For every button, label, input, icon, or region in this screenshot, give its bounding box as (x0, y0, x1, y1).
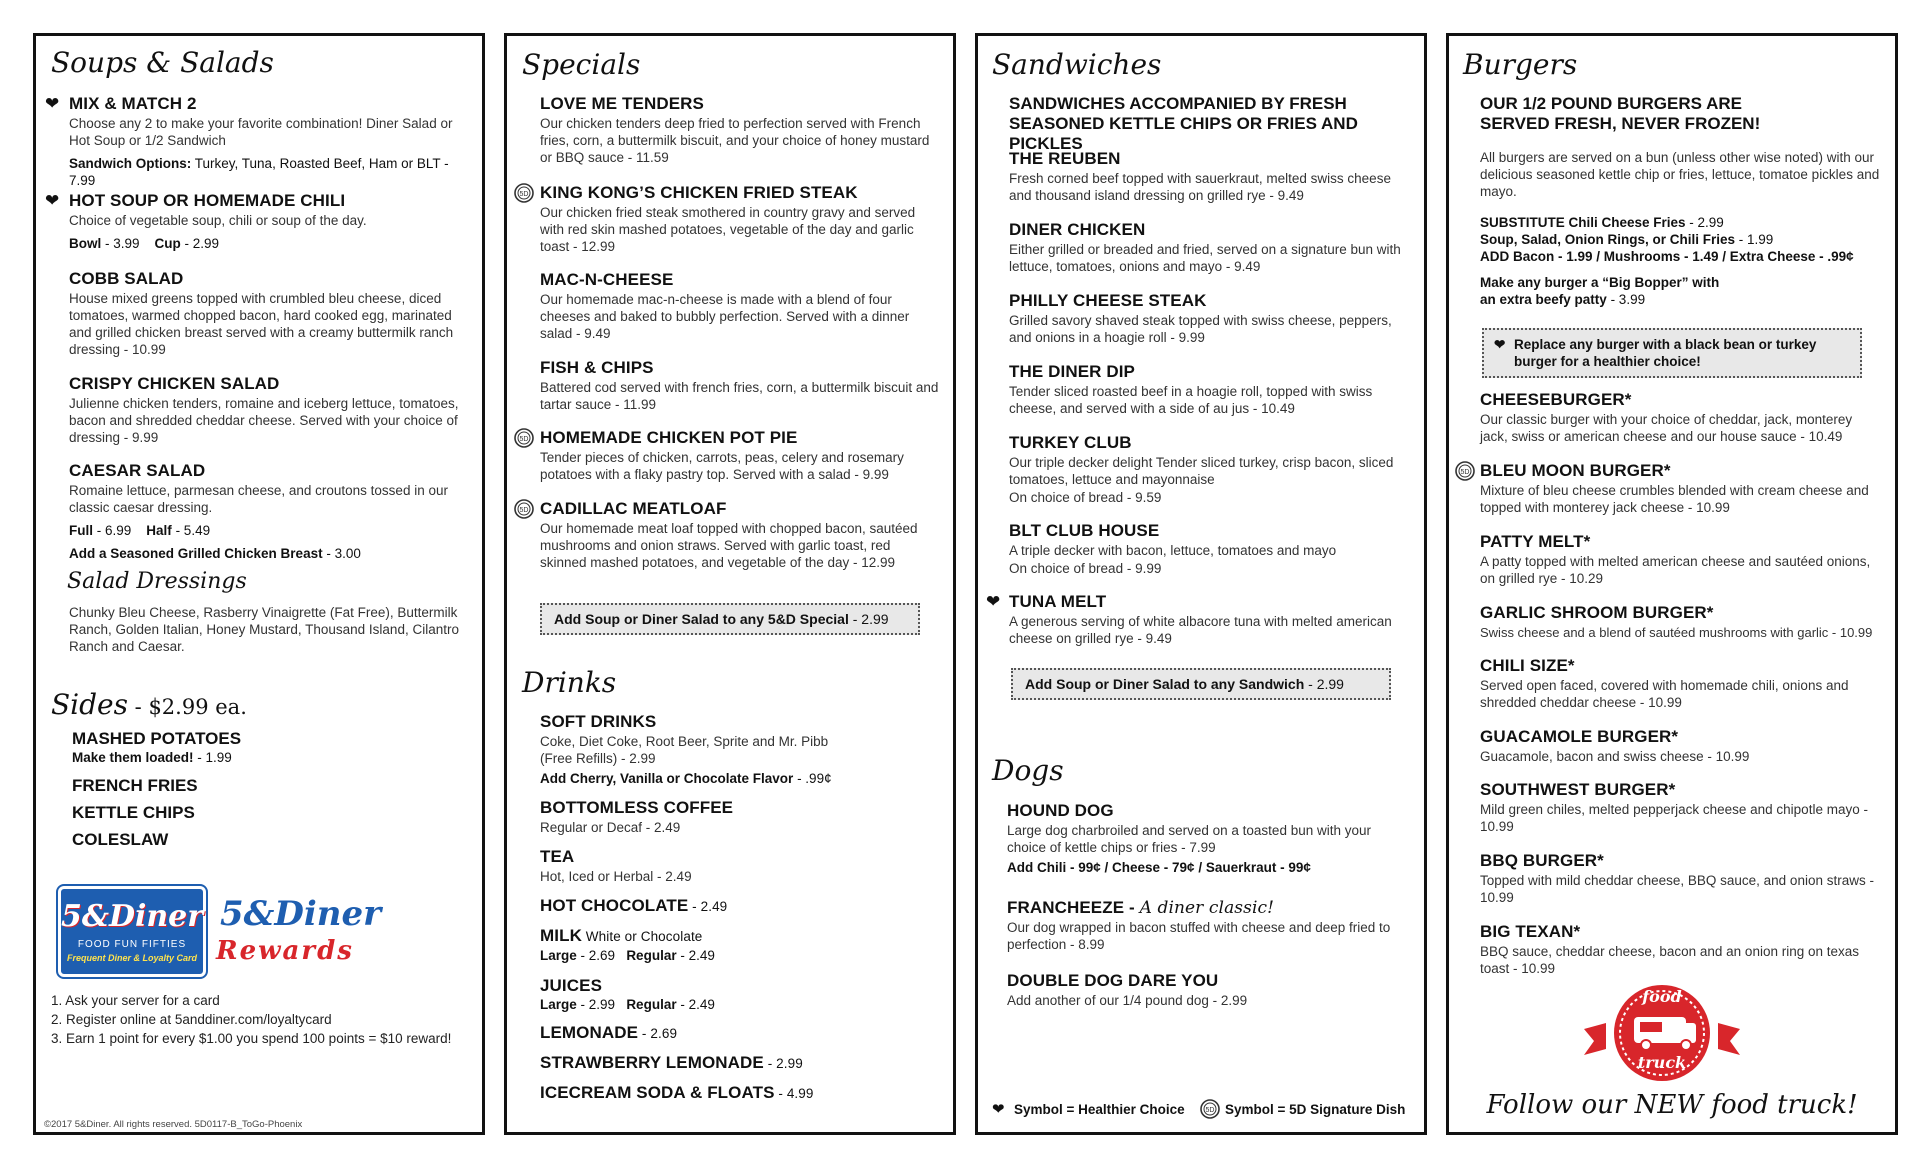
truck-word-truck: truck (1637, 1053, 1687, 1072)
svg-text:5D: 5D (1205, 1107, 1215, 1114)
sandwiches-intro: SANDWICHES ACCOMPANIED BY FRESH SEASONED KETTLE CHIPS OR FRIES AND PICKLES (1009, 94, 1358, 153)
dressings-list: Chunky Bleu Cheese, Rasberry Vinaigrette (Fat Free), Buttermilk Ranch, Golden Italian, Honey Mustard, Thousand Island, Cilantro Ranch and Caesar. (69, 605, 459, 654)
item-name: BIG TEXAN* (1480, 922, 1581, 941)
item-desc: A patty topped with melted american cheese and sautéed onions, on grilled rye - 10.29 (1480, 554, 1871, 586)
item-options: Add Chili - 99¢ / Cheese - 79¢ / Sauerkraut - 99¢ (1007, 860, 1311, 875)
item-name: HOT SOUP OR HOMEMADE CHILI (69, 191, 346, 210)
menu-item-garlic-shroom (1480, 603, 1880, 641)
menu-item-reuben (1009, 149, 1409, 204)
item-desc: Our dog wrapped in bacon stuffed with cheese and deep fried to perfection - 8.99 (1007, 920, 1391, 952)
card-tag: FOOD FUN FIFTIES (77, 939, 187, 950)
menu-item-mix-match (69, 94, 469, 189)
item-desc: Our homemade mac-n-cheese is made with a blend of four cheeses and baked to bubbly perfection. Served with a dinner salad - 9.49 (540, 292, 910, 341)
item-name: PHILLY CHEESE STEAK (1009, 291, 1207, 310)
item-name: JUICES (540, 976, 603, 995)
item-desc: Romaine lettuce, parmesan cheese, and croutons tossed in our classic caesar dressing. (69, 483, 448, 515)
burgers-note: All burgers are served on a bun (unless other wise noted) with our delicious seasoned kettle chip or fries, lettuce, tomatoe pickles and mayo. (1480, 150, 1880, 199)
add-soup-special-box: Add Soup or Diner Salad to any 5&D Special - 2.99 (540, 603, 920, 635)
follow-food-truck: Follow our NEW food truck! (1486, 1090, 1858, 1120)
menu-item-crispy-chicken-salad (69, 374, 469, 446)
item-name: BBQ BURGER* (1480, 851, 1604, 870)
menu-item-guacamole (1480, 727, 1880, 765)
panel-specials-drinks (504, 33, 956, 1135)
item-desc: A generous serving of white albacore tuna with melted american cheese on grilled rye - 9.49 (1009, 614, 1392, 646)
menu-item-southwest (1480, 780, 1880, 835)
drink-lemonade (540, 1023, 940, 1044)
item-name: TUNA MELT (1009, 592, 1107, 611)
section-title-soups: Soups & Salads (51, 46, 274, 79)
rewards-brand: 5&Diner (220, 894, 382, 934)
item-name: DINER CHICKEN (1009, 220, 1146, 239)
item-name: THE REUBEN (1009, 149, 1121, 168)
dressings-title: Salad Dressings (67, 569, 247, 594)
item-options: Large - 2.69 Regular - 2.49 (540, 948, 715, 963)
drink-tea (540, 847, 940, 885)
item-name: HOUND DOG (1007, 801, 1114, 820)
item-name: HOT CHOCOLATE - 2.49 (540, 896, 728, 915)
item-name: BOTTOMLESS COFFEE (540, 798, 734, 817)
side-fries: FRENCH FRIES (72, 776, 198, 795)
burgers-addons: ADD Bacon - 1.99 / Mushrooms - 1.49 / Extra Cheese - .99¢ (1480, 249, 1854, 264)
item-desc: Our classic burger with your choice of cheddar, jack, monterey jack, swiss or american cheese and our house sauce - 10.49 (1480, 412, 1853, 444)
heart-icon: ❤ (45, 191, 60, 210)
item-desc: Tender sliced roasted beef in a hoagie roll, topped with swiss cheese, and served with a side of au jus - 10.49 (1009, 384, 1373, 416)
replace-burger-box: ❤ Replace any burger with a black bean or turkey burger for a healthier choice! (1482, 328, 1862, 378)
section-title-dogs: Dogs (992, 754, 1064, 787)
menu-item-fish-chips (540, 358, 940, 413)
svg-text:5D: 5D (519, 191, 529, 198)
menu-item-turkey-club (1009, 433, 1409, 506)
drink-milk (540, 926, 940, 964)
item-desc: Add another of our 1/4 pound dog - 2.99 (1007, 993, 1248, 1008)
burgers-intro: OUR 1/2 POUND BURGERS ARE SERVED FRESH, NEVER FROZEN! (1480, 94, 1761, 133)
item-desc: Hot, Iced or Herbal - 2.49 (540, 869, 692, 884)
menu-item-diner-chicken (1009, 220, 1409, 275)
burgers-substitute: SUBSTITUTE Chili Cheese Fries - 2.99 (1480, 215, 1724, 230)
card-brand: 5&Diner (61, 899, 204, 934)
menu-item-double-dog (1007, 971, 1407, 1009)
item-name: LEMONADE - 2.69 (540, 1023, 678, 1042)
loyalty-step: 1. Ask your server for a card (51, 993, 220, 1008)
menu-item-chicken-fried-steak (540, 183, 940, 255)
item-desc: Mild green chiles, melted pepperjack cheese and chipotle mayo - 10.99 (1480, 802, 1868, 834)
signature-dish-icon (514, 428, 534, 448)
item-name: DOUBLE DOG DARE YOU (1007, 971, 1219, 990)
item-name: HOMEMADE CHICKEN POT PIE (540, 428, 798, 447)
burgers-big-bopper: Make any burger a “Big Bopper” with an extra beefy patty - 3.99 (1480, 275, 1720, 307)
item-desc: Battered cod served with french fries, corn, a buttermilk biscuit and tartar sauce - 11.99 (540, 380, 939, 412)
item-name: PATTY MELT* (1480, 532, 1591, 551)
drink-hot-chocolate (540, 896, 940, 917)
drink-juices (540, 976, 940, 1013)
signature-dish-icon (514, 499, 534, 519)
signature-dish-icon (514, 183, 534, 203)
item-desc: Swiss cheese and a blend of sautéed mushrooms with garlic - 10.99 (1480, 625, 1873, 640)
menu-item-cadillac-meatloaf (540, 499, 940, 571)
item-desc: Large dog charbroiled and served on a toasted bun with your choice of kettle chips or fries - 7.99 (1007, 823, 1371, 855)
loyalty-card-logo (58, 886, 206, 977)
item-options: Bowl - 3.99 Cup - 2.99 (69, 236, 220, 251)
menu-item-blt (1009, 521, 1409, 577)
item-desc: Grilled savory shaved steak topped with swiss cheese, peppers, and onions in a hoagie roll - 9.99 (1009, 313, 1392, 345)
item-name: CHILI SIZE* (1480, 656, 1575, 675)
item-name: COBB SALAD (69, 269, 184, 288)
sides-list (72, 729, 241, 853)
section-title-burgers: Burgers (1463, 48, 1578, 81)
item-name: CADILLAC MEATLOAF (540, 499, 727, 518)
menu-item-patty-melt (1480, 532, 1880, 587)
side-loaded: Make them loaded! - 1.99 (72, 750, 232, 765)
item-name: FISH & CHIPS (540, 358, 654, 377)
menu-item-philly (1009, 291, 1409, 346)
loyalty-steps (51, 991, 451, 1048)
menu-item-chicken-pot-pie (540, 428, 940, 483)
item-desc: Regular or Decaf - 2.49 (540, 820, 681, 835)
item-name: CAESAR SALAD (69, 461, 206, 480)
svg-text:5D: 5D (1460, 469, 1470, 476)
item-desc: Coke, Diet Coke, Root Beer, Sprite and Mr. Pibb (Free Refills) - 2.99 (540, 734, 829, 766)
section-title-sandwiches: Sandwiches (992, 48, 1162, 81)
signature-dish-icon (1455, 461, 1475, 481)
drink-soft-drinks (540, 712, 940, 787)
heart-icon: ❤ (986, 592, 1001, 611)
section-title-drinks: Drinks (522, 666, 617, 699)
item-name: LOVE ME TENDERS (540, 94, 704, 113)
section-title-sides: Sides - $2.99 ea. (51, 688, 247, 721)
item-desc-bread: On choice of bread - 9.99 (1009, 561, 1162, 576)
item-options: Large - 2.99 Regular - 2.49 (540, 997, 715, 1012)
side-coleslaw: COLESLAW (72, 830, 169, 849)
menu-item-caesar-salad (69, 461, 469, 562)
loyalty-step: 3. Earn 1 point for every $1.00 you spend 100 points = $10 reward! (51, 1031, 452, 1046)
panel-sandwiches-dogs (975, 33, 1427, 1135)
item-desc: Choice of vegetable soup, chili or soup of the day. (69, 213, 367, 228)
panel-burgers (1446, 33, 1898, 1135)
item-desc: Guacamole, bacon and swiss cheese - 10.99 (1480, 749, 1750, 764)
svg-text:5D: 5D (519, 436, 529, 443)
item-name: KING KONG’S CHICKEN FRIED STEAK (540, 183, 858, 202)
side-chips: KETTLE CHIPS (72, 803, 195, 822)
item-desc: Fresh corned beef topped with sauerkraut, melted swiss cheese and thousand island dressing on grilled rye - 9.49 (1009, 171, 1391, 203)
item-desc: Served open faced, covered with homemade chili, onions and shredded cheddar cheese - 10.99 (1480, 678, 1849, 710)
item-name: ICECREAM SODA & FLOATS - 4.99 (540, 1083, 814, 1102)
item-name: GUACAMOLE BURGER* (1480, 727, 1679, 746)
heart-icon: ❤ (992, 1101, 1005, 1118)
item-name: STRAWBERRY LEMONADE - 2.99 (540, 1053, 803, 1072)
item-name: CHEESEBURGER* (1480, 390, 1632, 409)
section-title-specials: Specials (522, 48, 641, 81)
item-desc-bread: On choice of bread - 9.59 (1009, 490, 1162, 505)
svg-text:5D: 5D (519, 507, 529, 514)
item-desc: Our chicken tenders deep fried to perfection served with French fries, corn, a buttermilk biscuit, and your choice of honey mustard or BBQ sauce - 11.59 (540, 116, 930, 165)
legend-healthier: Symbol = Healthier Choice (1014, 1102, 1185, 1117)
panel-soups-salads (33, 33, 485, 1135)
card-sub: Frequent Diner & Loyalty Card (66, 953, 198, 963)
item-name: MILK White or Chocolate (540, 926, 703, 945)
rewards-word: Rewards (216, 936, 354, 966)
menu-item-bleu-moon (1480, 461, 1880, 516)
item-desc: Tender pieces of chicken, carrots, peas, celery and rosemary potatoes with a flaky pastry top. Served with a salad - 9.99 (540, 450, 904, 482)
copyright: ©2017 5&Diner. All rights reserved. 5D0117-B_ToGo-Phoenix (44, 1119, 303, 1130)
item-desc: BBQ sauce, cheddar cheese, bacon and an onion ring on texas toast - 10.99 (1480, 944, 1860, 976)
drink-coffee (540, 798, 940, 836)
heart-icon: ❤ (45, 94, 60, 113)
menu-item-cobb-salad (69, 269, 469, 358)
item-name: SOFT DRINKS (540, 712, 657, 731)
item-desc: Topped with mild cheddar cheese, BBQ sauce, and onion straws - 10.99 (1480, 873, 1874, 905)
item-name: SOUTHWEST BURGER* (1480, 780, 1676, 799)
item-desc: Our chicken fried steak smothered in country gravy and served with red skin mashed potatoes, vegetable of the day and garlic toast - 12.99 (540, 205, 916, 254)
menu-item-bbq-burger (1480, 851, 1880, 906)
menu-item-chili-size (1480, 656, 1880, 711)
menu-item-mac-n-cheese (540, 270, 940, 342)
item-options: Sandwich Options: Turkey, Tuna, Roasted Beef, Ham or BLT - 7.99 (69, 156, 449, 188)
drink-floats (540, 1083, 940, 1104)
item-desc: Julienne chicken tenders, romaine and iceberg lettuce, tomatoes, bacon and shredded cheddar cheese. Served with your choice of dressing - 9.99 (69, 396, 459, 445)
item-options: Add Cherry, Vanilla or Chocolate Flavor - .99¢ (540, 771, 832, 786)
truck-word-food: food (1642, 987, 1682, 1006)
side-mashed: MASHED POTATOES (72, 729, 242, 748)
item-name: MIX & MATCH 2 (69, 94, 197, 113)
item-desc: A triple decker with bacon, lettuce, tomatoes and mayo (1009, 543, 1337, 558)
menu-item-hot-soup (69, 191, 469, 252)
item-name: GARLIC SHROOM BURGER* (1480, 603, 1714, 622)
item-name: BLEU MOON BURGER* (1480, 461, 1671, 480)
menu-item-francheeze (1007, 898, 1407, 953)
item-desc: Either grilled or breaded and fried, served on a signature bun with lettuce, tomatoes, onions and mayo - 9.49 (1009, 242, 1401, 274)
menu-item-tuna-melt (1009, 592, 1409, 647)
loyalty-step: 2. Register online at 5anddiner.com/loyaltycard (51, 1012, 332, 1027)
menu-item-diner-dip (1009, 362, 1409, 417)
item-name: BLT CLUB HOUSE (1009, 521, 1160, 540)
signature-dish-icon (1200, 1099, 1220, 1119)
menu-item-cheeseburger (1480, 390, 1880, 445)
item-name: TEA (540, 847, 575, 866)
item-name: THE DINER DIP (1009, 362, 1135, 381)
item-desc: House mixed greens topped with crumbled bleu cheese, diced tomatoes, warmed chopped bacon, hard cooked egg, marinated and grilled chicken breast served with a creamy buttermilk ranch dressing - 10.99 (69, 291, 454, 357)
heart-icon: ❤ (1494, 337, 1506, 352)
item-options: Full - 6.99 Half - 5.49 (69, 523, 211, 538)
item-name: CRISPY CHICKEN SALAD (69, 374, 280, 393)
food-truck-badge (1582, 981, 1742, 1091)
item-name: MAC-N-CHEESE (540, 270, 674, 289)
menu-item-big-texan (1480, 922, 1880, 977)
item-desc: Mixture of bleu cheese crumbles blended with cream cheese and topped with monterey jack cheese - 10.99 (1480, 483, 1869, 515)
menu-item-hound-dog (1007, 801, 1407, 876)
item-name: FRANCHEEZE - A diner classic! (1007, 898, 1275, 918)
item-desc: Choose any 2 to make your favorite combination! Diner Salad or Hot Soup or 1/2 Sandwich (69, 116, 453, 148)
add-soup-sandwich-box: Add Soup or Diner Salad to any Sandwich - 2.99 (1011, 668, 1391, 700)
item-desc: Our homemade meat loaf topped with chopped bacon, sautéed mushrooms and onion straws. Served with garlic toast, red skinned mashed potatoes, and vegetable of the day - 12.99 (540, 521, 918, 570)
drink-strawberry-lemonade (540, 1053, 940, 1074)
item-desc: Our triple decker delight Tender sliced turkey, crisp bacon, sliced tomatoes, lettuce and mayonnaise (1009, 455, 1394, 487)
menu-item-love-me-tenders (540, 94, 940, 166)
legend-signature: Symbol = 5D Signature Dish (1225, 1102, 1406, 1117)
burgers-substitute-sides: Soup, Salad, Onion Rings, or Chili Fries - 1.99 (1480, 232, 1774, 247)
item-extra: Add a Seasoned Grilled Chicken Breast - 3.00 (69, 546, 361, 561)
item-name: TURKEY CLUB (1009, 433, 1132, 452)
